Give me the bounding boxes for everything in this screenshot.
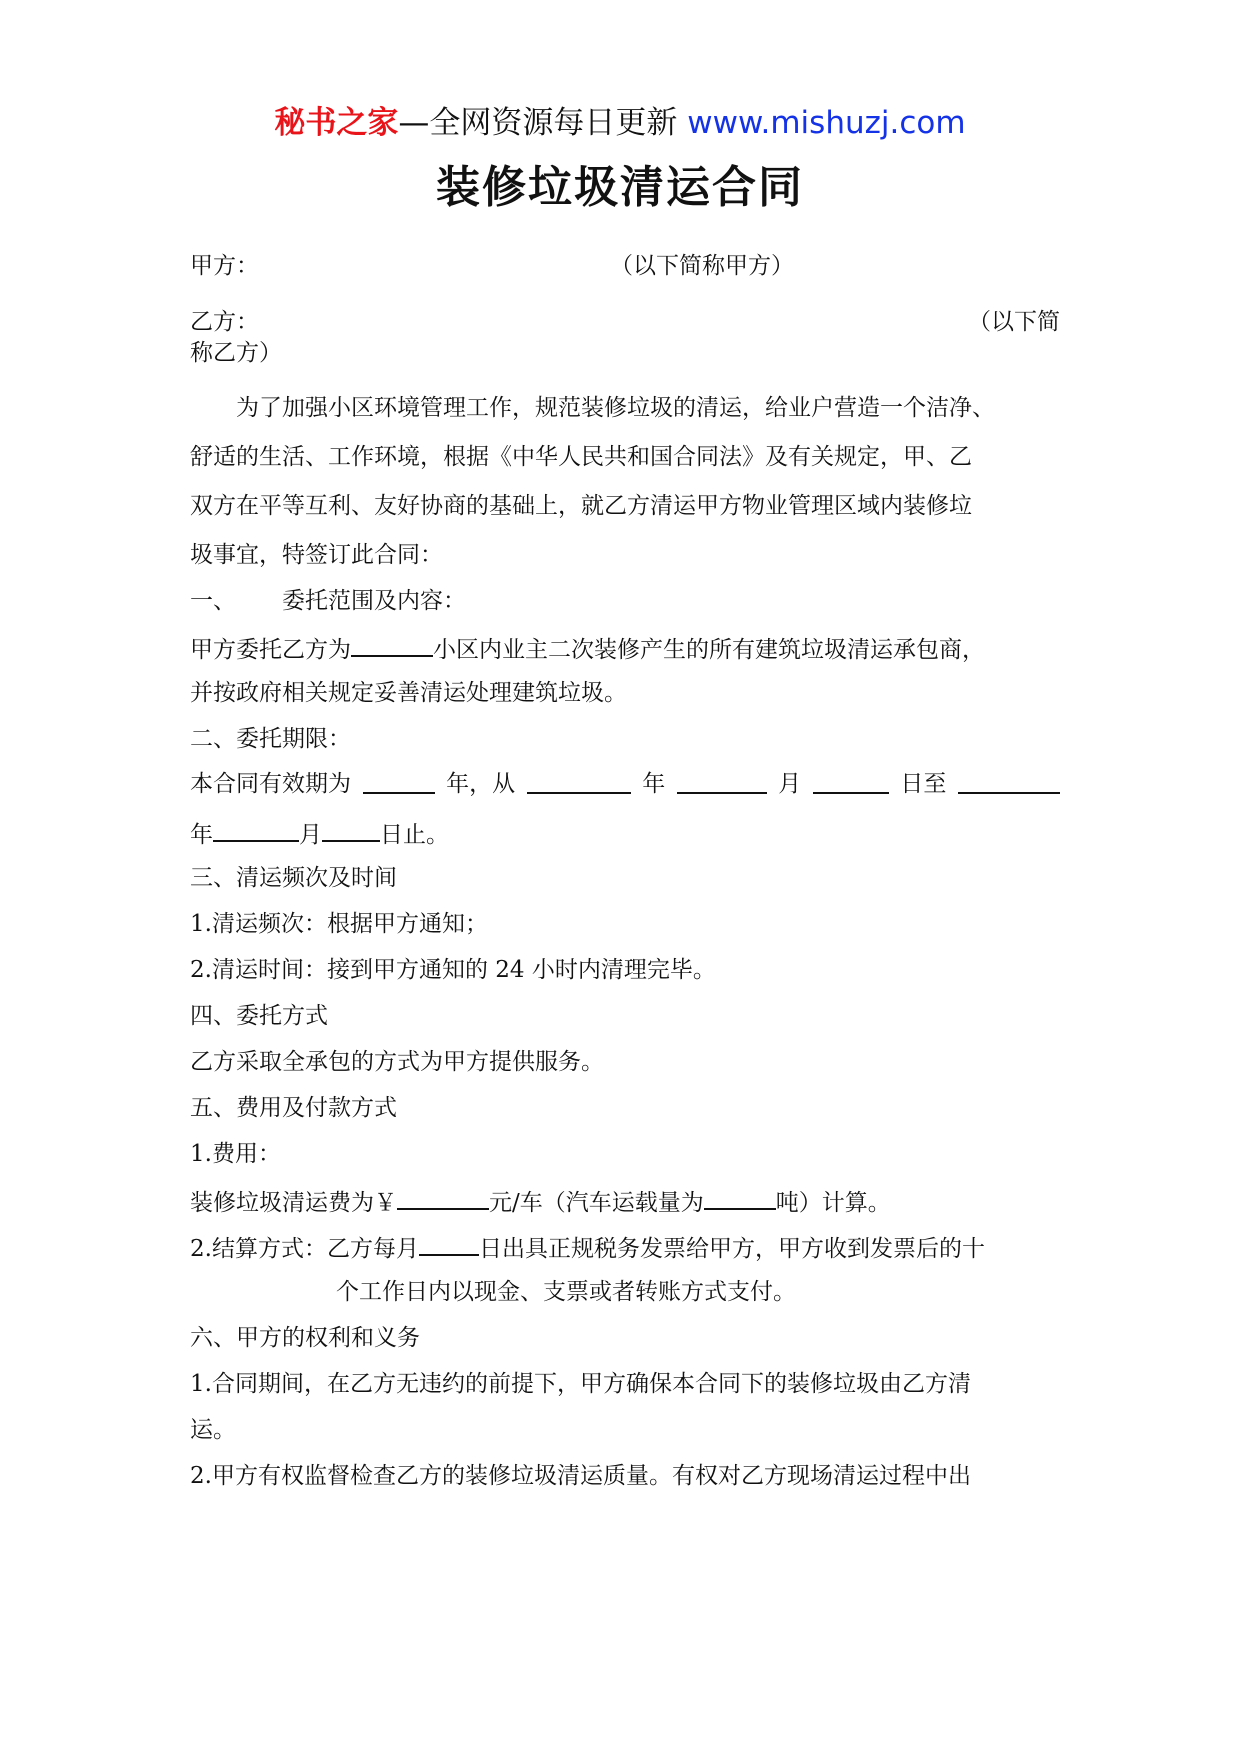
term-text: 月 [778, 771, 802, 797]
end-day-blank[interactable] [322, 816, 380, 842]
intro-line: 舒适的生活、工作环境，根据《中华人民共和国合同法》及有关规定，甲、乙 [190, 444, 972, 470]
fee-text: 吨）计算。 [775, 1190, 891, 1216]
party-b-line [190, 306, 1060, 338]
intro-line: 为了加强小区环境管理工作，规范装修垃圾的清运，给业户营造一个洁净、 [236, 395, 995, 421]
party-a-label: 甲方： [190, 253, 259, 279]
section-6-item: 2.甲方有权监督检查乙方的装修垃圾清运质量。有权对乙方现场清运过程中出 [190, 1463, 971, 1489]
brand-slogan: —全网资源每日更新 [398, 105, 688, 141]
section-4-heading: 四、委托方式 [190, 1003, 328, 1029]
section-2-heading: 二、委托期限： [190, 726, 351, 752]
section-3-heading: 三、清运频次及时间 [190, 865, 397, 891]
start-year-blank[interactable] [527, 768, 631, 794]
term-text: 年 [642, 771, 666, 797]
load-capacity-blank[interactable] [704, 1184, 776, 1210]
section-6-item: 运。 [190, 1417, 236, 1443]
term-text: 日至 [900, 771, 947, 797]
section-1-text: 甲方委托乙方为 [190, 637, 351, 663]
fee-line [190, 1184, 1060, 1219]
section-6-heading: 六、甲方的权利和义务 [190, 1325, 420, 1351]
end-month-blank[interactable] [213, 816, 299, 842]
start-month-blank[interactable] [677, 768, 767, 794]
term-text: 年 [190, 822, 213, 848]
term-text: 本合同有效期为 [190, 771, 351, 797]
settlement-text: 日出具正规税务发票给甲方，甲方收到发票后的十 [478, 1236, 985, 1262]
section-4-body: 乙方采取全承包的方式为甲方提供服务。 [190, 1049, 604, 1075]
term-line [190, 768, 1060, 800]
fee-text: 装修垃圾清运费为￥ [190, 1190, 397, 1216]
party-b-label: 乙方： [190, 309, 259, 335]
section-3-item: 1.清运频次：根据甲方通知； [190, 911, 488, 937]
section-5-item: 1.费用： [190, 1141, 281, 1167]
term-text: 日止。 [380, 822, 449, 848]
section-1-heading [190, 585, 1060, 617]
term-text: 月 [299, 822, 322, 848]
settlement-text: 2.结算方式：乙方每月 [190, 1236, 419, 1262]
section-3-item: 2.清运时间：接到甲方通知的 24 小时内清理完毕。 [190, 957, 716, 983]
section-1-body [190, 631, 1060, 666]
party-b-note-continued: 称乙方） [190, 340, 282, 366]
community-name-blank[interactable] [351, 631, 433, 657]
fee-text: 元/车（汽车运载量为 [489, 1190, 704, 1216]
brand-name: 秘书之家 [274, 105, 399, 141]
settlement-line [190, 1230, 1060, 1265]
fee-amount-blank[interactable] [397, 1184, 489, 1210]
term-text: 年，从 [446, 771, 516, 797]
site-url[interactable]: www.mishuzj.com [687, 105, 966, 141]
party-a-note: （以下简称甲方） [610, 253, 794, 279]
invoice-day-blank[interactable] [419, 1230, 479, 1256]
party-a-line [190, 250, 1060, 282]
section-6-item: 1.合同期间，在乙方无违约的前提下，甲方确保本合同下的装修垃圾由乙方清 [190, 1371, 971, 1397]
start-day-blank[interactable] [813, 768, 889, 794]
site-banner [0, 103, 1240, 143]
section-1-body: 并按政府相关规定妥善清运处理建筑垃圾。 [190, 680, 627, 706]
settlement-line-continued: 个工作日内以现金、支票或者转账方式支付。 [336, 1279, 796, 1305]
intro-line: 圾事宜，特签订此合同： [190, 542, 443, 568]
section-1-title: 委托范围及内容： [282, 588, 466, 614]
document-title: 装修垃圾清运合同 [436, 162, 804, 213]
term-years-blank[interactable] [363, 768, 435, 794]
party-b-note: （以下简 [968, 309, 1060, 335]
section-5-heading: 五、费用及付款方式 [190, 1095, 397, 1121]
intro-line: 双方在平等互利、友好协商的基础上，就乙方清运甲方物业管理区域内装修垃 [190, 493, 972, 519]
section-1-text: 小区内业主二次装修产生的所有建筑垃圾清运承包商， [433, 637, 985, 663]
section-1-number: 一、 [190, 588, 236, 614]
end-year-blank[interactable] [958, 768, 1060, 794]
term-line-continued [190, 816, 1060, 851]
